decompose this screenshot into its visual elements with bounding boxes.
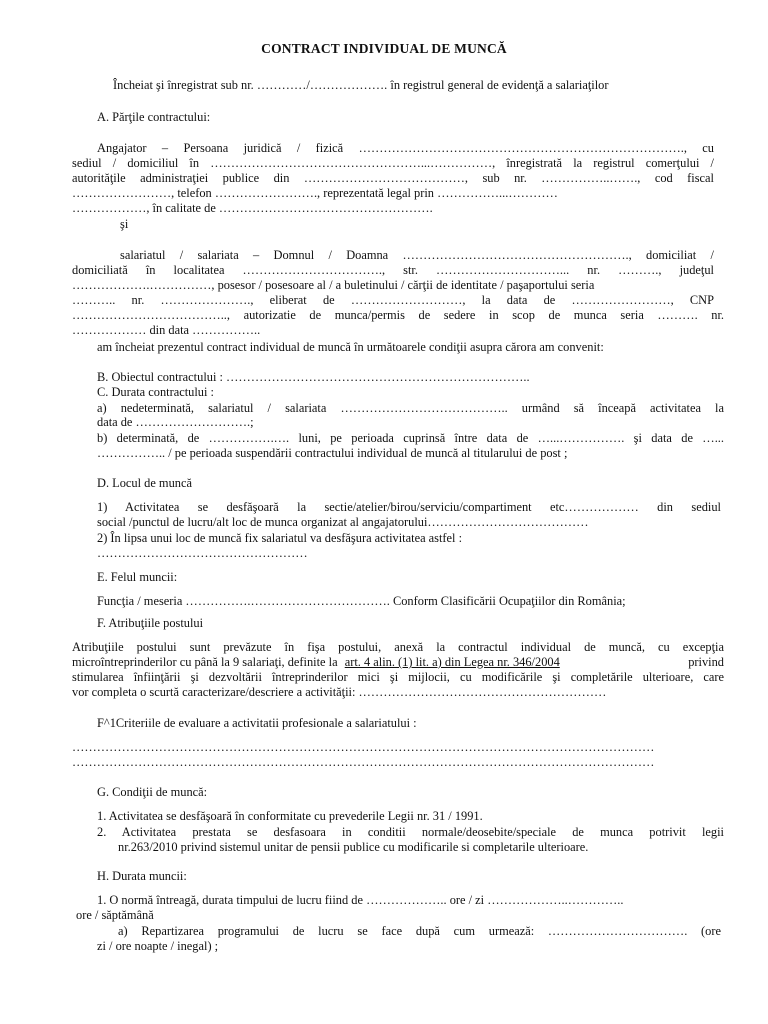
employee-line: ……….. nr. …………………., eliberat de ………………………, la data de ……………………, CNP bbox=[72, 293, 714, 307]
section-f1-heading: F^1Criteriile de evaluare a activitatii profesionale a salariatului : bbox=[97, 716, 417, 730]
evaluation-blank-line: …………………………………………………………………………………………………………………………… bbox=[72, 755, 655, 769]
employee-line: domiciliată în localitatea ……………………………., str. …………………………... nr. ………., judeţul bbox=[72, 263, 714, 277]
section-a-heading: A. Părţile contractului: bbox=[97, 110, 211, 124]
law-link[interactable]: art. 4 alin. (1) lit. a) din Legea nr. 346/2004 bbox=[344, 655, 560, 669]
work-conditions-item: 1. Activitatea se desfăşoară în conformitate cu prevederile Legii nr. 31 / 1991. bbox=[97, 809, 483, 823]
work-hours-line: ore / săptămână bbox=[76, 908, 154, 922]
employer-line: sediul / domiciliul în ……………………………………………...……………, înregistrată la registrul comerţului / bbox=[72, 156, 714, 170]
duties-text: privind bbox=[688, 655, 724, 669]
section-f-heading: F. Atribuţiile postului bbox=[97, 616, 204, 630]
duration-line: a) nedeterminată, salariatul / salariata ………………………………….. urmând să înceapă activitatea la bbox=[97, 401, 724, 415]
job-function-line: Funcţia / meseria …………….……………………………. Conform Clasificării Ocupaţiilor din România; bbox=[97, 594, 626, 608]
workplace-line: …………………………………………… bbox=[97, 546, 308, 560]
duties-line-with-link bbox=[72, 655, 724, 669]
workplace-line: social /punctul de lucru/alt loc de munca organizat al angajatorului………………………………… bbox=[97, 515, 589, 529]
work-hours-line: 1. O normă întreagă, durata timpului de lucru fiind de ……………….. ore / zi ………………..………….. bbox=[97, 893, 624, 907]
duties-line: Atribuţiile postului sunt prevăzute în fişa postului, anexă la contractul individual de muncă, cu excepţia bbox=[72, 640, 724, 654]
employee-line: salariatul / salariata – Domnul / Doamna ………………………………………………., domiciliat / bbox=[120, 248, 714, 262]
section-c-heading: C. Durata contractului : bbox=[97, 385, 214, 399]
section-h-heading: H. Durata muncii: bbox=[97, 869, 187, 883]
section-g-heading: G. Condiţii de muncă: bbox=[97, 785, 208, 799]
workplace-line: 2) În lipsa unui loc de muncă fix salariatul va desfăşura activitatea astfel : bbox=[97, 531, 463, 545]
section-d-heading: D. Locul de muncă bbox=[97, 476, 192, 490]
employer-line: autorităţile administraţiei publice din …………………………………, sub nr. ……………..……., cod fiscal bbox=[72, 171, 714, 185]
workplace-line: 1) Activitatea se desfăşoară la sectie/atelier/birou/serviciu/compartiment etc……………… din sediul bbox=[97, 500, 721, 514]
duration-line: b) determinată, de …………….…. luni, pe perioada cuprinsă între data de …...……………. şi data de …... bbox=[97, 431, 724, 445]
employee-line: ……………….……………, posesor / posesoare al / a buletinului / cărţii de identitate / paşaportului seria bbox=[72, 278, 595, 292]
work-hours-line: zi / ore noapte / inegal) ; bbox=[97, 939, 219, 953]
conjunction-si: şi bbox=[120, 217, 129, 231]
work-conditions-item: 2. Activitatea prestata se desfasoara in conditii normale/deosebite/speciale de munca potrivit legii bbox=[97, 825, 724, 839]
work-hours-line: a) Repartizarea programului de lucru se face după cum urmează: ……………………………. (ore bbox=[118, 924, 721, 938]
duration-line: data de ……………………….; bbox=[97, 415, 254, 429]
evaluation-blank-line: …………………………………………………………………………………………………………………………… bbox=[72, 740, 655, 754]
section-e-heading: E. Felul muncii: bbox=[97, 570, 178, 584]
document-title: CONTRACT INDIVIDUAL DE MUNCĂ bbox=[261, 41, 507, 56]
duties-line: vor completa o scurtă caracterizare/descriere a activităţii: …………………………………………………… bbox=[72, 685, 607, 699]
employer-line: ………………, în calitate de ……………………………………………. bbox=[72, 201, 433, 215]
employer-line: ……………………, telefon ……………………., reprezentată legal prin ……………...………… bbox=[72, 186, 558, 200]
duties-line: stimularea înfiinţării şi dezvoltării întreprinderilor mici şi mijlocii, cu modificările şi completările ulterioare, care bbox=[72, 670, 724, 684]
work-conditions-item: nr.263/2010 privind sistemul unitar de pensii publice cu modificarile si completarile ulterioare. bbox=[118, 840, 589, 854]
employer-line: Angajator – Persoana juridică / fizică ……………………………………………………………………., cu bbox=[97, 141, 714, 155]
section-b-heading: B. Obiectul contractului : ……………………………………………………………….. bbox=[97, 370, 530, 384]
duration-line: …………….. / pe perioada suspendării contractului individual de muncă al titularului de post ; bbox=[97, 446, 568, 460]
agreement-line: am încheiat prezentul contract individual de muncă în următoarele condiţii asupra cărora am convenit: bbox=[97, 340, 604, 354]
duties-text: microîntreprinderilor cu până la 9 salariaţi, definite la bbox=[72, 655, 338, 669]
employee-line: ……………………………….., autorizatie de munca/permis de sedere in scop de munca seria ………. nr. bbox=[72, 308, 724, 322]
employee-line: ……………… din data …………….. bbox=[72, 323, 261, 337]
intro-line: Încheiat şi înregistrat sub nr. …………/………………. în registrul general de evidenţă a salariaţilor bbox=[113, 78, 609, 92]
